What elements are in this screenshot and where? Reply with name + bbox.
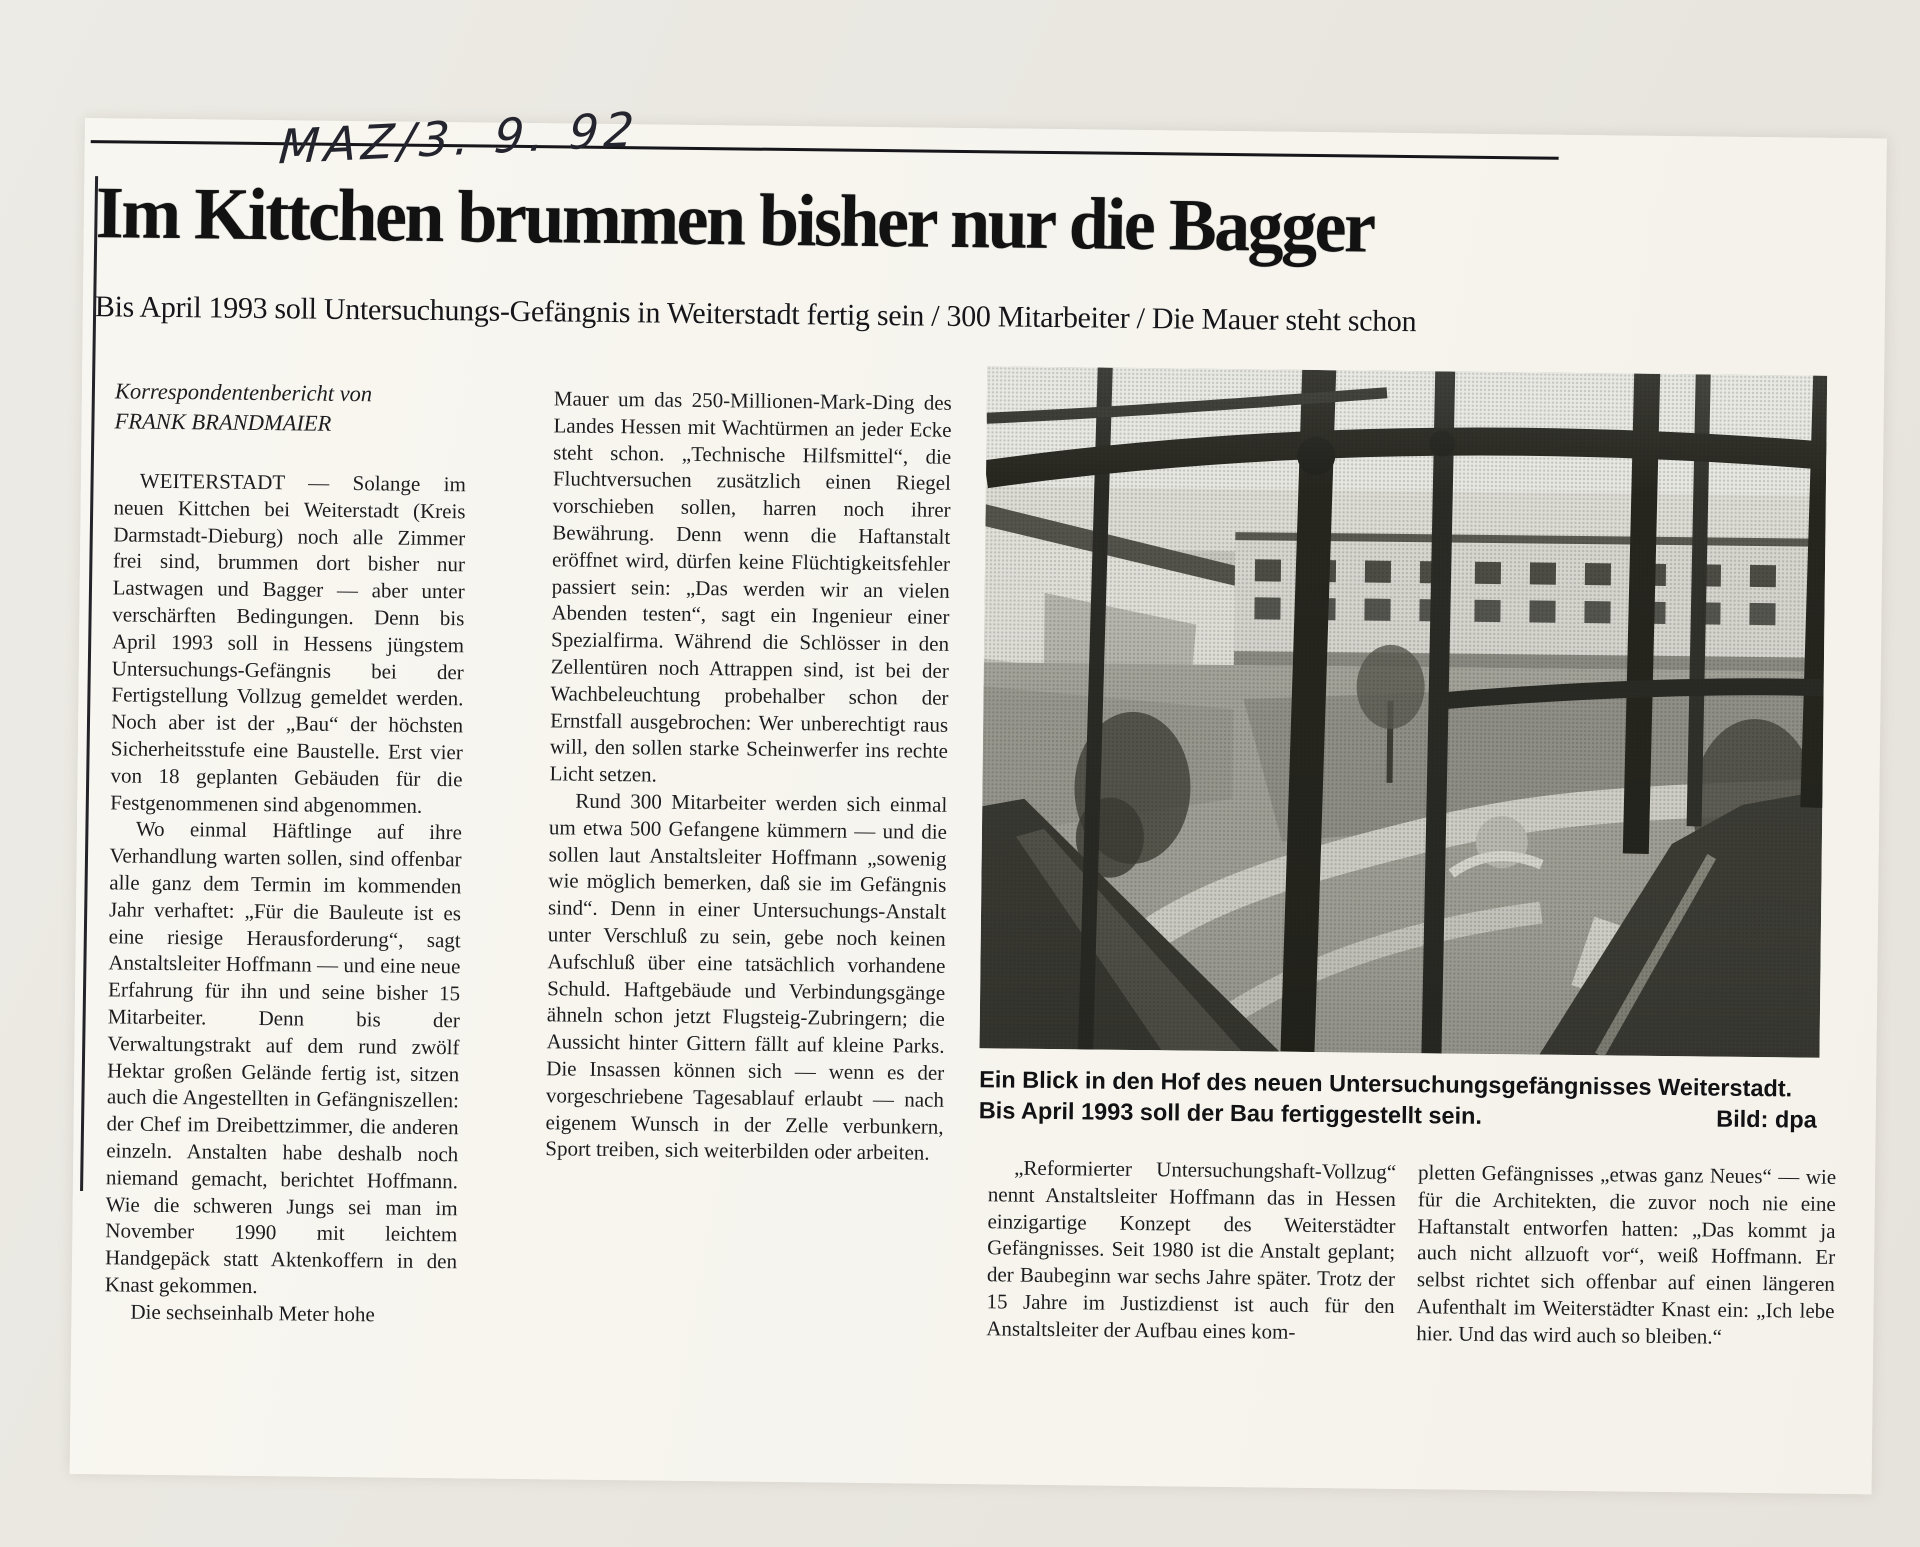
handwritten-date-annotation: MAZ/3. 9. 92: [276, 102, 641, 176]
article-column-1: [104, 376, 467, 1328]
caption-line-2: Bis April 1993 soll der Bau fertiggestellt sein.: [978, 1097, 1483, 1129]
halftone-texture-overlay: [980, 366, 1828, 1057]
body-paragraph: „Reformierter Untersuchungshaft-Vollzug“ nennt Anstaltsleiter Hoffmann das in Hessen einzigartige Konzept des Weiterstädter Gefängnisses. Seit 1980 ist die Anstalt geplant; der Baubeginn war sechs Jahre später. Trotz der 15 Jahre im Justizdienst ist auch für den Anstaltsleiter der Aufbau eines kom-: [986, 1155, 1397, 1344]
body-paragraph: Wo einmal Häftlinge auf ihre Verhandlung warten sollen, sind offenbar alle ganz dem Termin im kommenden Jahr verhaftet: „Für die Bauleute ist es eine riesige Herausforderung“, sagt Anstaltsleiter Hoffmann — und eine neue Erfahrung für ihn und seine bisher 15 Mitarbeiter. Denn bis der Verwaltungstrakt auf dem rund zwölf Hektar großen Gelände fertig ist, sitzen auch die Angestellten in Gefängniszellen: der Chef im Dreibettzimmer, die anderen einzeln. Anstalten habe deshalb noch niemand gemacht, berichtet Hoffmann. Wie die schweren Jungs sei man im November 1990 mit leichtem Handgepäck statt Aktenkoffern in den Knast gekommen.: [104, 816, 463, 1298]
byline-author: FRANK BRANDMAIER: [114, 408, 332, 436]
article-byline: [114, 376, 467, 440]
photo-credit: Bild: dpa: [1716, 1105, 1817, 1133]
article-column-4: [1416, 1159, 1836, 1351]
body-paragraph: pletten Gefängnisses „etwas ganz Neues“ — wie für die Architekten, die zuvor noch nie eine Haftanstalt entworfen hatten: „Das kommt ja auch nicht allzuoft vor“, weiß Hoffmann. Er selbst richtet sich offenbar auf einen längeren Aufenthalt im Weiterstädter Knast ein: „Ich lebe hier. Und das wird auch so bleiben.“: [1416, 1160, 1837, 1349]
article-photo: [980, 366, 1828, 1057]
photo-caption: [979, 1064, 1818, 1136]
body-paragraph: Die sechseinhalb Meter hohe: [130, 1299, 375, 1327]
body-paragraph: WEITERSTADT — Solange im neuen Kittchen bei Weiterstadt (Kreis Darmstadt-Dieburg) noch alle Zimmer frei sind, brummen dort bisher nur Lastwagen und Bagger — aber unter verschärften Bedingungen. Denn bis April 1993 soll in Hessens jüngstem Untersuchungs-Gefängnis bei der Fertigstellung Vollzug gemeldet werden. Noch aber ist der „Bau“ der höchsten Sicherheitsstufe eine Baustelle. Erst vier von 18 geplanten Gebäuden für die Festgenommenen sind abgenommen.: [110, 468, 467, 818]
article-subheadline: Bis April 1993 soll Untersuchungs-Gefängnis in Weiterstadt fertig sein / 300 Mitarbeiter / Die Mauer steht schon: [94, 290, 1417, 339]
caption-line-1: Ein Blick in den Hof des neuen Untersuchungsgefängnisses Weiterstadt.: [979, 1066, 1793, 1102]
newspaper-clipping: [70, 102, 1887, 1494]
byline-intro: Korrespondentenbericht von: [114, 378, 373, 407]
article-column-2: [545, 385, 952, 1167]
body-paragraph: Mauer um das 250-Millionen-Mark-Ding des Landes Hessen mit Wachtürmen an jeder Ecke steht schon. „Technische Hilfsmittel“, die Fluchtversuchen zusätzlich einen Riegel vorschieben sollen, harren noch ihrer Bewährung. Denn wenn die Haftanstalt eröffnet wird, dürfen keine Flüchtigkeitsfehler passiert sein: „Das werden wir an vielen Abenden testen“, sagt ein Ingenieur einer Spezialfirma. Während die Schlösser in den Zellentüren noch Attrappen sind, ist bei der Wachbeleuchtung probehalber schon der Ernstfall ausgebrochen: Wer unberechtigt raus will, den sollen starke Scheinwerfer ins rechte Licht setzen.: [549, 386, 952, 787]
body-paragraph: Rund 300 Mitarbeiter werden sich einmal um etwa 500 Gefangene kümmern — und die sollen laut Anstaltsleiter Hoffmann „sowenig wie möglich bemerken, daß sie im Gefängnis sind“. Denn in einer Untersuchungs-Anstalt unter Verschluß zu sein, gebe noch keinen Aufschluß über eine tatsächlich vorhandene Schuld. Haftgebäude und Verbindungsgänge ähneln schon jetzt Flugsteig-Zubringern; die Aussicht hinter Gittern fällt auf kleine Parks. Die Insassen können sich — wenn es der vorgeschriebene Tagesablauf erlaubt — nach eigenem Wunsch in der Zelle verbunkern, Sport treiben, sich weiterbilden oder arbeiten.: [545, 788, 948, 1165]
article-headline: Im Kittchen brummen bisher nur die Bagger: [95, 172, 1375, 269]
article-column-3: [986, 1154, 1396, 1346]
clipping-left-edge: [80, 176, 98, 1191]
